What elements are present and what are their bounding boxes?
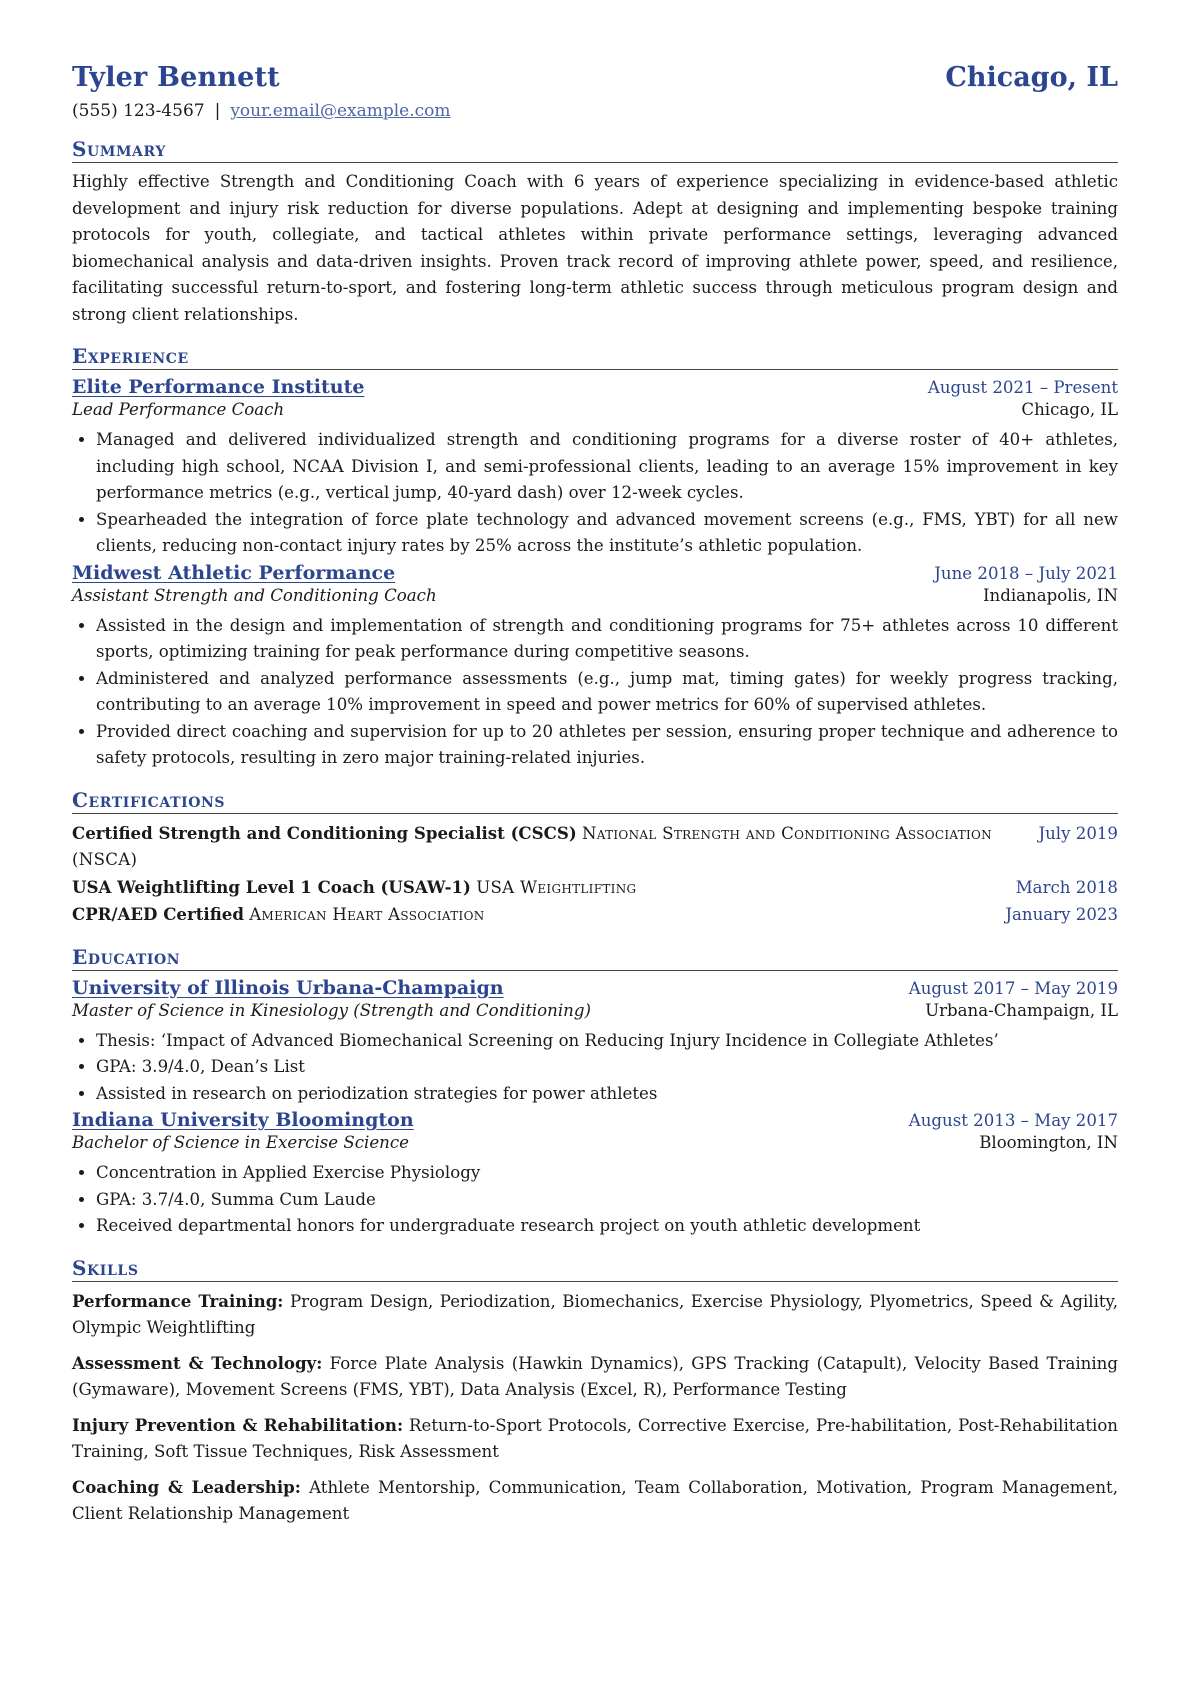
section-title-education: Education (72, 945, 1118, 971)
list-item: • Spearheaded the integration of force plate technology and advanced movement screens (e.g., FMS, YBT) for all new clients, reducing non-contact injury rates by 25% across the institute’s athletic population. (96, 507, 1118, 560)
certification-date: January 2023 (1005, 905, 1118, 924)
contact-separator: | (214, 101, 221, 121)
education-location: Urbana-Champaign, IL (925, 1000, 1118, 1020)
skill-items: Program Design, Periodization, Biomechanics, Exercise Physiology, Plyometrics, Speed & Agility, Olympic Weightlifting (72, 1291, 1118, 1337)
certification-date: March 2018 (1015, 877, 1118, 897)
experience-location: Indianapolis, IN (982, 585, 1118, 605)
education-school[interactable]: Indiana University Bloomington (72, 1109, 414, 1131)
certification-issuer: USA Weightlifting (476, 877, 637, 897)
header (72, 62, 1118, 93)
certification-item (72, 820, 1118, 874)
section-title-skills: Skills (72, 1256, 1118, 1282)
education-bullets (72, 1028, 1118, 1108)
experience-org[interactable]: Midwest Athletic Performance (72, 561, 396, 584)
education-bullets (72, 1160, 1118, 1240)
contact-line (72, 101, 1118, 121)
experience-entry (72, 376, 1118, 560)
list-item: • Received departmental honors for undergraduate research project on youth athletic development (96, 1213, 1118, 1240)
skill-group (72, 1350, 1118, 1404)
skill-label: Assessment & Technology: (72, 1352, 323, 1373)
skill-group (72, 1412, 1118, 1466)
list-item: • Assisted in the design and implementation of strength and conditioning programs for 75+ athletes across 10 different sports, optimizing training for peak performance during competitive seasons. (96, 613, 1118, 666)
skill-items: Athlete Mentorship, Communication, Team Collaboration, Motivation, Program Management, Client Relationship Management (72, 1477, 1118, 1523)
list-item: • Concentration in Applied Exercise Physiology (96, 1160, 1118, 1187)
skill-group (72, 1474, 1118, 1528)
education-entry (72, 977, 1118, 1108)
section-title-certifications: Certifications (72, 788, 1118, 814)
experience-location: Chicago, IL (1021, 400, 1118, 419)
education-school[interactable]: University of Illinois Urbana-Champaign (72, 976, 504, 999)
certification-issuer: American Heart Association (249, 905, 485, 924)
experience-role: Lead Performance Coach (72, 400, 285, 419)
skill-label: Injury Prevention & Rehabilitation: (72, 1414, 404, 1435)
certification-item (72, 874, 1118, 902)
certification-date: July 2019 (1038, 823, 1118, 843)
experience-dates: June 2018 – July 2021 (934, 563, 1118, 583)
education-entry (72, 1109, 1118, 1240)
skill-group (72, 1288, 1118, 1342)
experience-role: Assistant Strength and Conditioning Coach (72, 585, 437, 605)
list-item: • Thesis: ‘Impact of Advanced Biomechanical Screening on Reducing Injury Incidence in Collegiate Athletes’ (96, 1028, 1118, 1055)
list-item: • Provided direct coaching and supervision for up to 20 athletes per session, ensuring proper technique and adherence to safety protocols, resulting in zero major training-related injuries. (96, 719, 1118, 772)
list-item: • GPA: 3.9/4.0, Dean’s List (96, 1054, 1118, 1081)
skill-label: Performance Training: (72, 1290, 284, 1311)
certification-name: Certified Strength and Conditioning Specialist (CSCS) (72, 822, 577, 843)
candidate-location: Chicago, IL (945, 62, 1118, 93)
skill-label: Coaching & Leadership: (72, 1476, 301, 1497)
list-item: • Managed and delivered individualized strength and conditioning programs for a diverse roster of 40+ athletes, including high school, NCAA Division I, and semi-professional clients, leading to an average 15% improvement in key performance metrics (e.g., vertical jump, 40-yard dash) over 12-week cycles. (96, 427, 1118, 507)
experience-entry (72, 562, 1118, 772)
education-degree: Master of Science in Kinesiology (Strength and Conditioning) (72, 1000, 591, 1020)
certification-item (72, 901, 1118, 929)
list-item: • GPA: 3.7/4.0, Summa Cum Laude (96, 1187, 1118, 1214)
certification-issuer: National Strength and Conditioning Association (NSCA) (72, 823, 992, 869)
experience-bullets (72, 613, 1118, 772)
experience-dates: August 2021 – Present (927, 378, 1118, 397)
education-location: Bloomington, IN (979, 1133, 1118, 1152)
skill-items: Return-to-Sport Protocols, Corrective Exercise, Pre-habilitation, Post-Rehabilitation Training, Soft Tissue Techniques, Risk Assessment (72, 1415, 1118, 1461)
section-title-summary: Summary (72, 137, 1118, 163)
summary-text: Highly effective Strength and Conditioning Coach with 6 years of experience specializing in evidence-based athletic development and injury risk reduction for diverse populations. Adept at designing and implementing bespoke training protocols for youth, collegiate, and tactical athletes within private performance settings, leveraging advanced biomechanical analysis and data-driven insights. Proven track record of improving athlete power, speed, and resilience, facilitating successful return-to-sport, and fostering long-term athletic success through meticulous program design and strong client relationships. (72, 172, 1118, 324)
skill-items: Force Plate Analysis (Hawkin Dynamics), GPS Tracking (Catapult), Velocity Based Training (Gymaware), Movement Screens (FMS, YBT), Data Analysis (Excel, R), Performance Testing (72, 1353, 1118, 1399)
list-item: • Assisted in research on periodization strategies for power athletes (96, 1081, 1118, 1108)
list-item: • Administered and analyzed performance assessments (e.g., jump mat, timing gates) for weekly progress tracking, contributing to an average 10% improvement in speed and power metrics for 60% of supervised athletes. (96, 666, 1118, 719)
experience-bullets (72, 427, 1118, 560)
education-dates: August 2013 – May 2017 (908, 1111, 1118, 1130)
email-link[interactable]: your.email@example.com (230, 101, 451, 121)
phone-number: (555) 123-4567 (72, 101, 205, 121)
section-title-experience: Experience (72, 344, 1118, 370)
education-degree: Bachelor of Science in Exercise Science (72, 1133, 409, 1152)
education-dates: August 2017 – May 2019 (908, 978, 1118, 998)
experience-org[interactable]: Elite Performance Institute (72, 376, 365, 398)
certification-name: USA Weightlifting Level 1 Coach (USAW-1) (72, 876, 471, 897)
certification-name: CPR/AED Certified (72, 904, 244, 924)
candidate-name: Tyler Bennett (72, 62, 280, 93)
